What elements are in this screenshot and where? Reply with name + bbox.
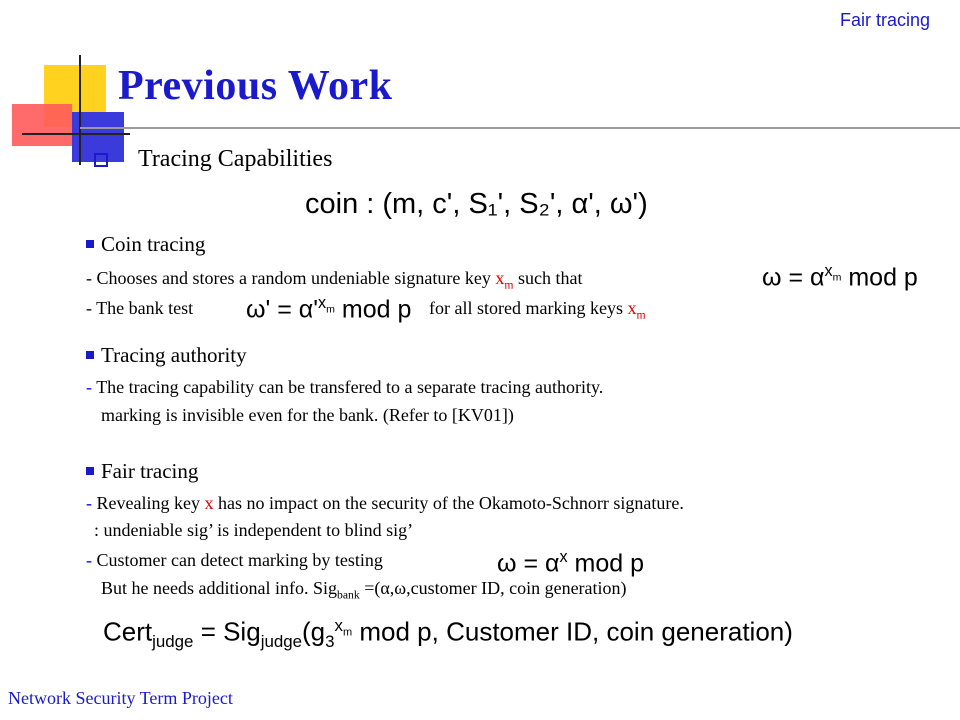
decorative-logo [0, 0, 130, 170]
cert-formula: Cert$_{judge}$ = $Sig_{judge}(g_3^{x_m}$ mod p, Customer ID, coin generation) [103, 616, 793, 651]
fair-tracing-bullet-icon [86, 467, 94, 475]
logo-horizontal-line [22, 133, 130, 135]
section-bullet-icon [94, 153, 108, 167]
coin-tracing-heading: Coin tracing [101, 232, 206, 256]
fair-tracing-formula: $\omega = \alpha^x$ mod p [497, 548, 645, 578]
logo-vertical-line [79, 55, 81, 165]
fair-tracing-line-2: : undeniable sig’ is independent to blind sig’ [94, 520, 414, 540]
key-xm: $x_m$ [495, 268, 514, 292]
fair-tracing-line-4: But he needs additional info. Sig$_{bank}$ =(α,ω,customer ID, coin generation) [101, 578, 627, 602]
coin-tracing-line-1: - Chooses and stores a random undeniable signature key $x_m$ such that [86, 268, 583, 292]
header-topic: Fair tracing [839, 10, 930, 30]
fair-tracing-line-3: - Customer can detect marking by testing [86, 550, 383, 570]
key-xm-2: $x_m$ [627, 298, 646, 322]
coin-tracing-formula-1: $\omega = \alpha^{x_m}$ mod p [762, 262, 918, 292]
tracing-authority-line-1: - The tracing capability can be transfered to a separate tracing authority. [86, 377, 604, 397]
coin-tracing-bullet-icon [86, 240, 94, 248]
coin-tracing-line-2-b: for all stored marking keys $x_m$ [429, 298, 646, 322]
slide-title: Previous Work [118, 63, 393, 109]
fair-tracing-heading: Fair tracing [101, 459, 199, 483]
footer-project-name: Network Security Term Project [8, 688, 233, 708]
section-heading: Tracing Capabilities [138, 146, 333, 172]
coin-tracing-line-2-a: - The bank test [86, 298, 194, 318]
tracing-authority-line-2: marking is invisible even for the bank. (Refer to [KV01]) [101, 405, 514, 425]
logo-red-square [12, 104, 72, 146]
title-divider [80, 127, 960, 129]
coin-formula: coin : (m, c', S₁', S₂', α', ω') [305, 188, 648, 220]
coin-tracing-formula-2: $\omega' = \alpha'^{x_m}$ mod p [246, 294, 412, 324]
fair-tracing-line-1: - Revealing key x has no impact on the security of the Okamoto-Schnorr signature. [86, 493, 684, 513]
tracing-authority-heading: Tracing authority [101, 343, 247, 367]
tracing-authority-bullet-icon [86, 351, 94, 359]
